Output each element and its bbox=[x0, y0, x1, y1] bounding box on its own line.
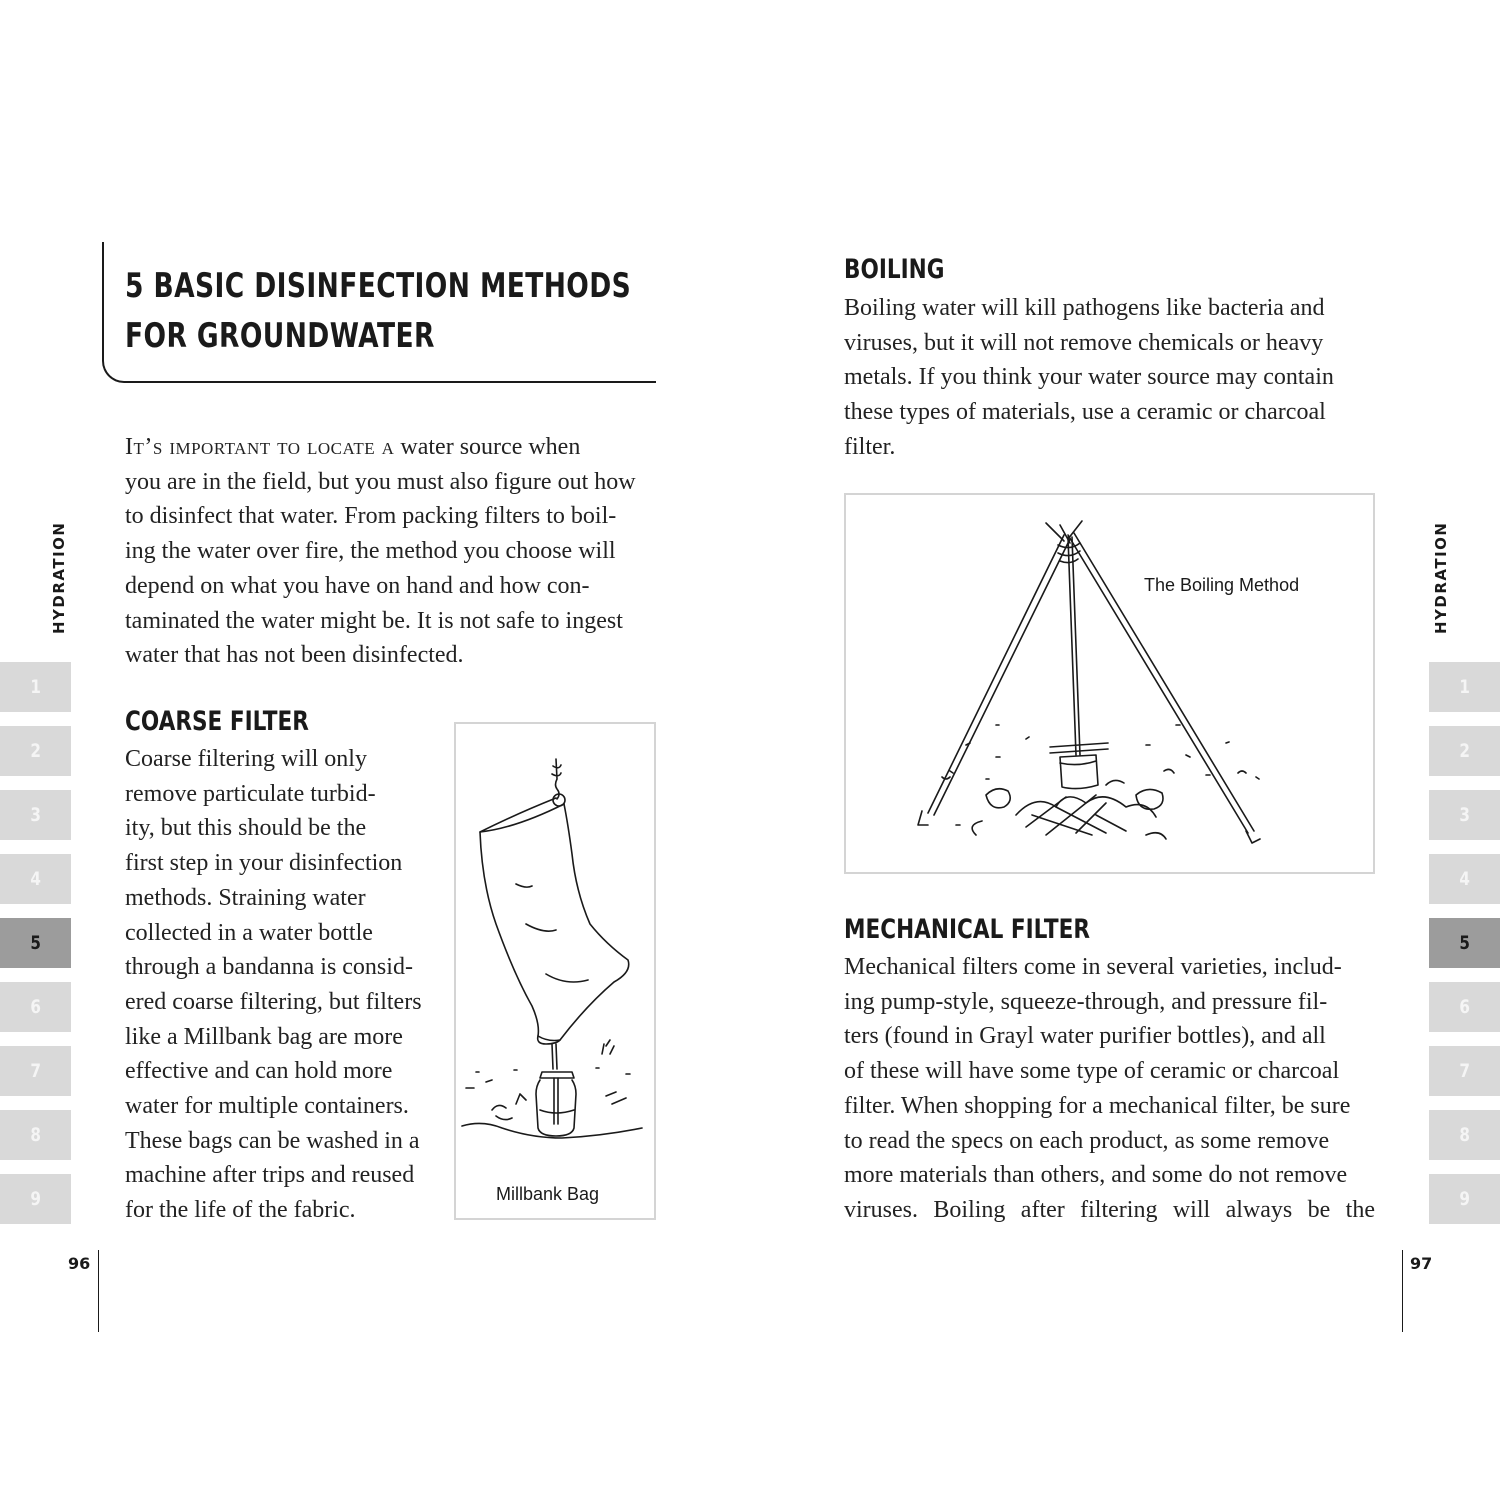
boiling-line: metals. If you think your water source may contain bbox=[844, 364, 1334, 391]
chapter-tab-label: 8 bbox=[1459, 1124, 1470, 1146]
chapter-tab-7[interactable] bbox=[0, 1046, 71, 1096]
millbank-bag-caption: Millbank Bag bbox=[496, 1184, 600, 1204]
intro-line: water that has not been disinfected. bbox=[125, 642, 464, 669]
mechanical-line: filter. When shopping for a mechanical filter, be sure bbox=[844, 1092, 1351, 1119]
chapter-tab-3[interactable] bbox=[0, 790, 71, 840]
chapter-tab-label: 3 bbox=[1459, 804, 1470, 826]
coarse-line: machine after trips and reused bbox=[125, 1162, 415, 1189]
mechanical-line: to read the specs on each product, as some remove bbox=[844, 1127, 1330, 1154]
page-title-line-1: 5 BASIC DISINFECTION METHODS bbox=[125, 266, 632, 306]
intro-paragraph bbox=[125, 430, 656, 673]
chapter-tab-label: 1 bbox=[30, 676, 41, 698]
coarse-line: like a Millbank bag are more bbox=[125, 1023, 403, 1050]
coarse-line: Coarse filtering will only bbox=[125, 746, 367, 772]
section-label-hydration: HYDRATION bbox=[1432, 521, 1450, 634]
coarse-line: methods. Straining water bbox=[125, 884, 366, 911]
chapter-tab-label: 2 bbox=[1459, 740, 1470, 762]
intro-line bbox=[125, 430, 656, 465]
boiling-line: viruses, but it will not remove chemicals or heavy bbox=[844, 329, 1324, 356]
chapter-tab-7[interactable] bbox=[1429, 1046, 1500, 1096]
intro-line: taminated the water might be. It is not safe to ingest bbox=[125, 607, 623, 634]
boiling-heading: BOILING bbox=[844, 254, 945, 285]
chapter-tab-label: 3 bbox=[30, 804, 41, 826]
boiling-line: filter. bbox=[844, 433, 896, 460]
page-number-left: 96 bbox=[68, 1254, 91, 1273]
coarse-line: water for multiple containers. bbox=[125, 1093, 409, 1120]
coarse-line: for the life of the fabric. bbox=[125, 1197, 356, 1224]
coarse-filter-heading: COARSE FILTER bbox=[125, 706, 309, 737]
mechanical-line: of these will have some type of ceramic or charcoal bbox=[844, 1058, 1340, 1085]
chapter-tab-8[interactable] bbox=[0, 1110, 71, 1160]
intro-lead-in: It’s important to locate a bbox=[125, 434, 395, 460]
right-page bbox=[750, 0, 1500, 1500]
mechanical-line: ing pump-style, squeeze-through, and pressure fil- bbox=[844, 988, 1328, 1015]
coarse-line: collected in a water bottle bbox=[125, 919, 373, 946]
millbank-bag-figure bbox=[454, 722, 656, 1220]
chapter-tab-label: 6 bbox=[30, 996, 41, 1018]
page-number-right: 97 bbox=[1410, 1254, 1433, 1273]
coarse-line: through a bandanna is consid- bbox=[125, 954, 413, 981]
chapter-tab-label: 6 bbox=[1459, 996, 1470, 1018]
chapter-tab-5-active[interactable] bbox=[1429, 918, 1500, 968]
mechanical-filter-heading: MECHANICAL FILTER bbox=[844, 914, 1090, 945]
boiling-line: Boiling water will kill pathogens like bacteria and bbox=[844, 295, 1325, 321]
chapter-tab-label: 7 bbox=[30, 1060, 41, 1082]
heading-box bbox=[102, 242, 656, 383]
chapter-tab-2[interactable] bbox=[0, 726, 71, 776]
boiling-line: these types of materials, use a ceramic or charcoal bbox=[844, 399, 1326, 426]
boiling-tripod-illustration bbox=[846, 495, 1373, 872]
chapter-tab-label: 4 bbox=[30, 868, 41, 890]
chapter-tab-label: 9 bbox=[1459, 1188, 1470, 1210]
page-title-line-2: FOR GROUNDWATER bbox=[125, 316, 435, 356]
mechanical-line: more materials than others, and some do not remove bbox=[844, 1162, 1348, 1189]
chapter-tab-9[interactable] bbox=[1429, 1174, 1500, 1224]
intro-line: to disinfect that water. From packing filters to boil- bbox=[125, 503, 617, 530]
coarse-line: ered coarse filtering, but filters bbox=[125, 988, 422, 1015]
page-number-rule bbox=[98, 1250, 99, 1332]
chapter-tab-label: 5 bbox=[30, 932, 41, 954]
chapter-tab-8[interactable] bbox=[1429, 1110, 1500, 1160]
boiling-paragraph bbox=[844, 291, 1375, 465]
coarse-line: remove particulate turbid- bbox=[125, 780, 376, 807]
chapter-tab-4[interactable] bbox=[0, 854, 71, 904]
chapter-tab-4[interactable] bbox=[1429, 854, 1500, 904]
chapter-tab-2[interactable] bbox=[1429, 726, 1500, 776]
chapter-tab-label: 4 bbox=[1459, 868, 1470, 890]
mechanical-line: ters (found in Grayl water purifier bottles), and all bbox=[844, 1023, 1326, 1050]
coarse-line: These bags can be washed in a bbox=[125, 1127, 420, 1154]
coarse-filter-paragraph bbox=[125, 742, 427, 1228]
chapter-tab-1[interactable] bbox=[1429, 662, 1500, 712]
chapter-tab-label: 2 bbox=[30, 740, 41, 762]
chapter-tab-label: 1 bbox=[1459, 676, 1470, 698]
mechanical-line: Mechanical filters come in several varieties, includ- bbox=[844, 954, 1342, 980]
coarse-line: ity, but this should be the bbox=[125, 815, 367, 842]
coarse-line: effective and can hold more bbox=[125, 1058, 393, 1085]
chapter-tab-label: 5 bbox=[1459, 932, 1470, 954]
intro-line-text: water source when bbox=[394, 434, 581, 460]
mechanical-filter-paragraph bbox=[844, 950, 1375, 1228]
chapter-tab-label: 8 bbox=[30, 1124, 41, 1146]
boiling-method-caption: The Boiling Method bbox=[1144, 575, 1300, 595]
chapter-tab-6[interactable] bbox=[0, 982, 71, 1032]
section-label-hydration: HYDRATION bbox=[50, 521, 68, 634]
coarse-line: first step in your disinfection bbox=[125, 850, 403, 877]
mechanical-line: viruses. Boiling after filtering will always be the bbox=[844, 1196, 1375, 1223]
intro-line: depend on what you have on hand and how con- bbox=[125, 572, 590, 599]
chapter-tab-5-active[interactable] bbox=[0, 918, 71, 968]
chapter-tab-1[interactable] bbox=[0, 662, 71, 712]
page-number-rule bbox=[1402, 1250, 1403, 1332]
chapter-tab-9[interactable] bbox=[0, 1174, 71, 1224]
boiling-method-figure bbox=[844, 493, 1375, 874]
millbank-bag-illustration bbox=[456, 724, 654, 1218]
intro-line: you are in the field, but you must also figure out how bbox=[125, 468, 636, 495]
chapter-tab-3[interactable] bbox=[1429, 790, 1500, 840]
chapter-tab-label: 9 bbox=[30, 1188, 41, 1210]
intro-line: ing the water over fire, the method you choose will bbox=[125, 538, 616, 565]
chapter-tab-label: 7 bbox=[1459, 1060, 1470, 1082]
chapter-tab-6[interactable] bbox=[1429, 982, 1500, 1032]
